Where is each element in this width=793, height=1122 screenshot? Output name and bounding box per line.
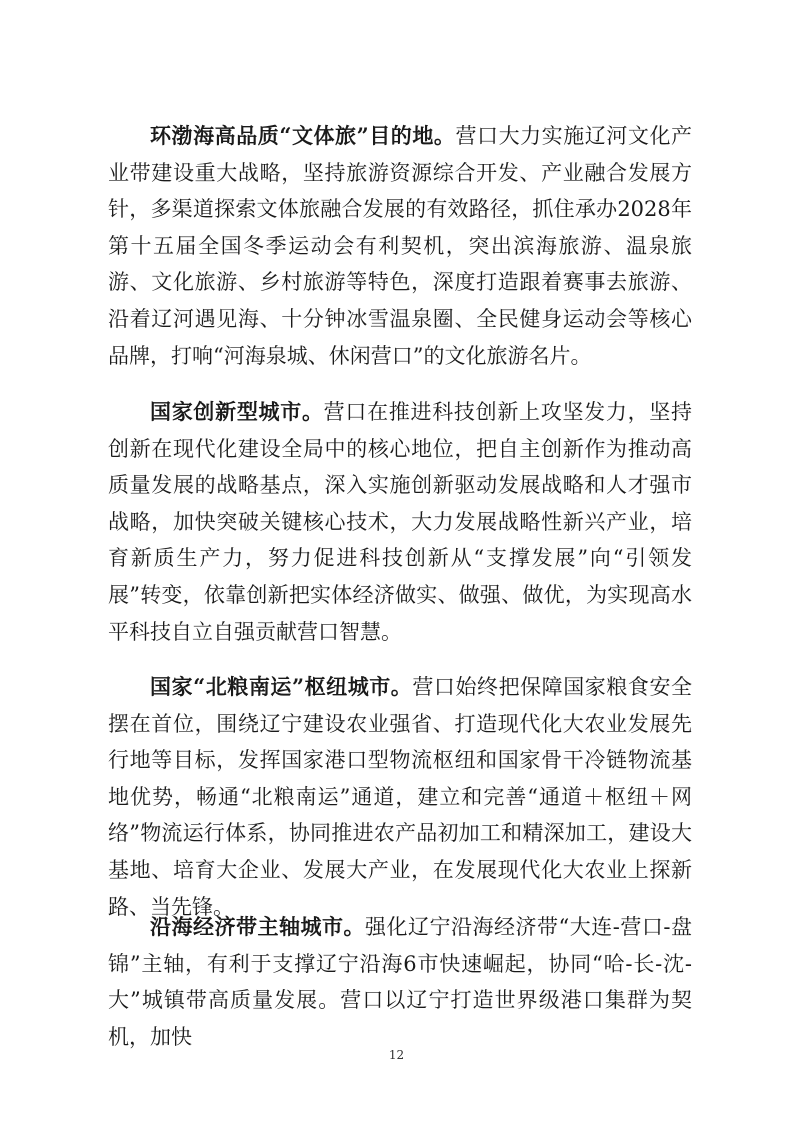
paragraph-body: 营口在推进科技创新上攻坚发力，坚持创新在现代化建设全局中的核心地位，把自主创新作为推动高质量发展的战略基点，深入实施创新驱动发展战略和人才强市战略，加快突破关键核心技术，大力发展战略性新兴产业，培育新质生产力，努力促进科技创新从“支撑发展”向“引领发展”转变，依靠创新把实体经济做实、做强、做优，为实现高水平科技自立自强贡献营口智慧。 [108,400,693,644]
page-number: 12 [388,1048,405,1062]
paragraph-body: 强化辽宁沿海经济带“大连-营口-盘锦”主轴，有利于支撑辽宁沿海6市快速崛起，协同“哈-长-沈-大”城镇带高质量发展。营口以辽宁打造世界级港口集群为契机，加快 [108,915,692,1049]
paragraph-heading: 国家“北粮南运”枢纽城市。 [150,674,413,699]
paragraph-heading: 国家创新型城市。 [150,399,324,424]
paragraph-grain-hub [108,669,692,925]
paragraph-body: 营口始终把保障国家粮食安全摆在首位，围绕辽宁建设农业强省、打造现代化大农业发展先行地等目标，发挥国家港口型物流枢纽和国家骨干冷链物流基地优势，畅通“北粮南运”通道，建立和完善“通道＋枢纽＋网络”物流运行体系，协同推进农产品初加工和精深加工，建设大基地、培育大企业、发展大产业，在发展现代化大农业上探新路、当先锋。 [108,675,692,919]
paragraph-coastal-axis [108,909,692,1055]
paragraph-innovation-city [108,394,692,650]
paragraph-cultural-tourism [108,118,692,374]
paragraph-body: 营口大力实施辽河文化产业带建设重大战略，坚持旅游资源综合开发、产业融合发展方针，多渠道探索文体旅融合发展的有效路径，抓住承办2028年第十五届全国冬季运动会有利契机，突出滨海旅游、温泉旅游、文化旅游、乡村旅游等特色，深度打造跟着赛事去旅游、沿着辽河遇见海、十分钟冰雪温泉圈、全民健身运动会等核心品牌，打响“河海泉城、休闲营口”的文化旅游名片。 [108,124,692,368]
paragraph-heading: 环渤海高品质“文体旅”目的地。 [150,123,456,148]
paragraph-heading: 沿海经济带主轴城市。 [150,914,366,939]
